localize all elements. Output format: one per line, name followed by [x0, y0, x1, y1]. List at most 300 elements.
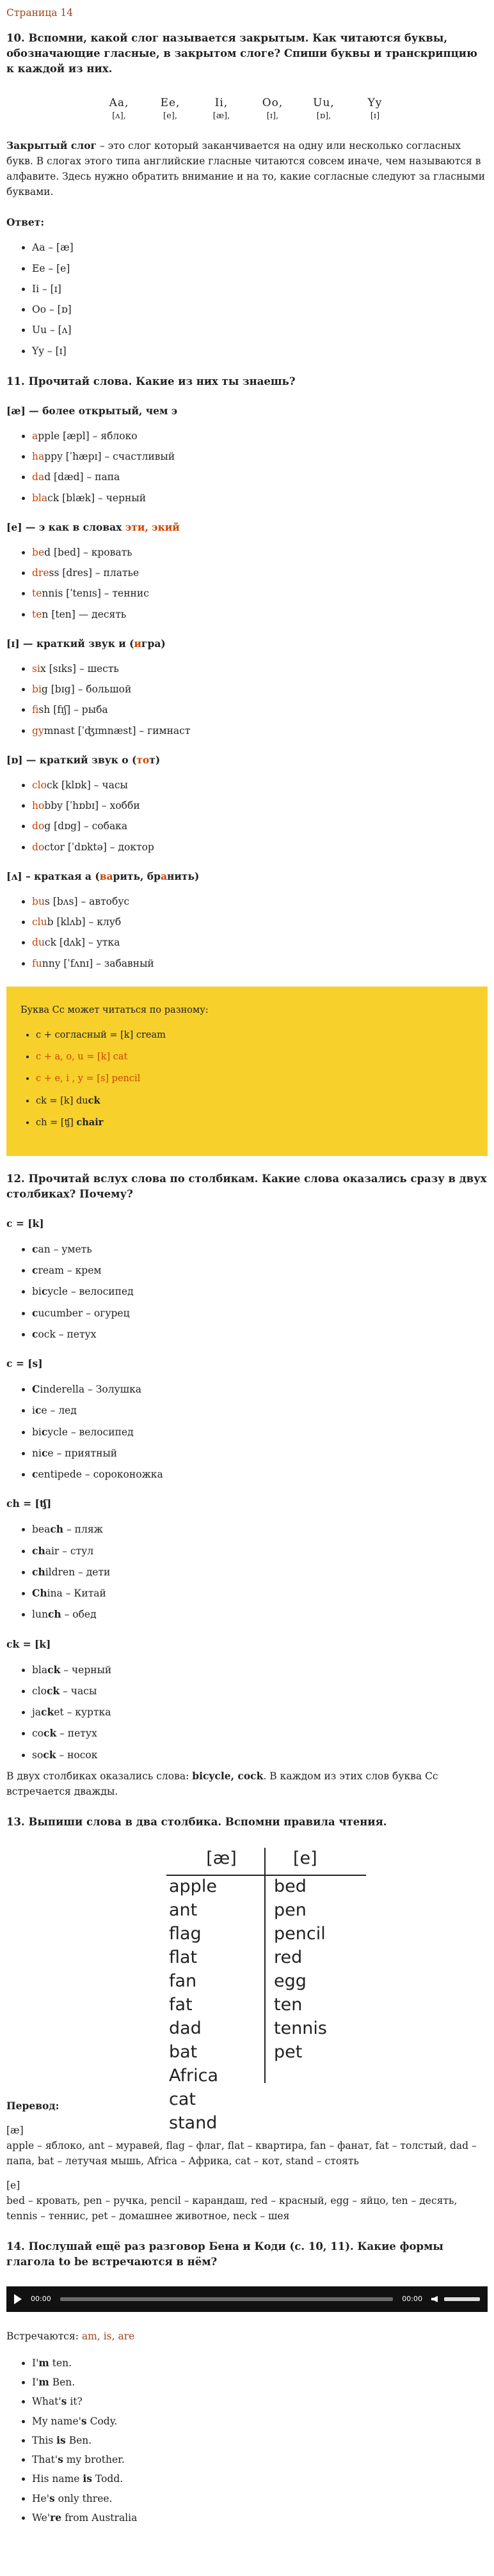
letter-pair: Yy: [367, 96, 383, 109]
word-part: co: [32, 1728, 44, 1740]
line-text: What': [32, 2396, 61, 2408]
word-part: bea: [32, 1524, 51, 1536]
list-item: • Yy – [ɪ]: [32, 344, 488, 359]
heading-highlight: то: [136, 753, 150, 766]
heading-highlight: а: [160, 870, 167, 882]
word-letters: c: [41, 1285, 48, 1298]
list-item: [32, 2491, 488, 2506]
list-item: [32, 470, 488, 485]
word-part: b: [32, 683, 38, 696]
note-rule: [36, 1072, 474, 1086]
word-vowel: a: [38, 471, 45, 483]
line-text: I': [32, 2357, 39, 2369]
word: pet: [274, 2041, 303, 2062]
list-item: [32, 566, 488, 581]
list-item: • Uu – [ʌ]: [32, 323, 488, 338]
word-vowel: e: [43, 567, 49, 579]
audio-progress-slider[interactable]: [60, 2297, 394, 2301]
word-rest: ck [blæk] – черный: [47, 492, 147, 504]
line-text: Ben.: [49, 2377, 76, 2389]
forms-list: am, is, are: [81, 2330, 135, 2342]
word-vowel: a: [38, 451, 45, 463]
word: fat: [169, 1994, 193, 2015]
word: Africa: [169, 2065, 219, 2086]
group-heading: [6, 869, 488, 884]
word-rest: d [dæd] – папа: [44, 471, 120, 483]
note-rule-text: c + a, o, u = [k] cat: [36, 1052, 128, 1063]
word: ten: [274, 1994, 303, 2015]
word-letters: ck: [46, 1684, 60, 1697]
heading-text: [æ] — более открытый, чем э: [6, 404, 178, 417]
list-item: [32, 1467, 488, 1482]
forms-label: Встречаются:: [6, 2330, 82, 2342]
word-rest: g [dɒg] – собака: [44, 820, 128, 832]
word-letters: ck: [47, 1663, 61, 1676]
word: tennis: [274, 2018, 327, 2038]
list-item: [32, 545, 488, 560]
line-text: my brother.: [63, 2454, 125, 2466]
word-rest: ream – крем: [38, 1265, 102, 1277]
letter-col: [145, 95, 196, 123]
word-rest: – часы: [60, 1685, 97, 1697]
list-item: [32, 1726, 488, 1741]
word-vowel: u: [35, 957, 42, 969]
ex12-title: 12. Прочитай вслух слова по столбикам. Какие слова оказались сразу в двух столбиках? Почему?: [6, 1173, 487, 1200]
definition-term: Закрытый слог: [6, 139, 97, 152]
note-title: Буква Cc может читаться по разному:: [20, 1004, 209, 1015]
list-item: [32, 2375, 488, 2390]
word-vowel: a: [32, 430, 38, 442]
letter-col: [298, 95, 349, 123]
letter-col: [93, 95, 145, 123]
list-item: [32, 1327, 488, 1342]
ex14-title: 14. Послушай ещё раз разговор Бена и Коди (с. 10, 11). Какие формы глагола to be встречаются в нём?: [6, 2240, 443, 2268]
word-columns-image: [166, 1846, 366, 2133]
both-words: bicycle, cock: [192, 1769, 264, 1782]
word-rest: e – лед: [41, 1405, 77, 1417]
word-rest: n [ten] — десять: [42, 608, 127, 620]
list-item: [32, 799, 488, 813]
verb-form: s: [58, 2453, 63, 2466]
heading-text: [ʌ] – краткая а (: [6, 870, 100, 882]
list-item: [32, 1565, 488, 1580]
word-rest: ock – петух: [38, 1328, 97, 1340]
letter-pair: Ee,: [160, 96, 180, 109]
verb-form: s: [49, 2492, 55, 2504]
word-part: dr: [32, 567, 44, 579]
line-text: This: [32, 2434, 57, 2446]
list-item: [32, 915, 488, 930]
verb-form: is: [83, 2472, 93, 2485]
list-item: [32, 1747, 488, 1763]
word-rest: ck [dʌk] – утка: [44, 937, 120, 949]
group-heading: c = [k]: [6, 1217, 44, 1229]
list-item: [32, 1446, 488, 1461]
list-item: [32, 1306, 488, 1321]
word-part: s: [32, 662, 37, 675]
ex13-title: 13. Выпиши слова в два столбика. Вспомни правила чтения.: [6, 1816, 387, 1828]
both-text: . В каждом из этих слов буква Cc встречается дважды.: [6, 1770, 438, 1797]
verb-form: m: [38, 2376, 49, 2389]
word: flat: [169, 1947, 198, 1967]
group-heading: [6, 403, 488, 419]
letter-pair: Oo,: [262, 96, 283, 109]
word-vowel: u: [38, 937, 45, 949]
list-item: • Aa – [æ]: [32, 240, 488, 255]
word-part: t: [32, 608, 36, 620]
word-list: [6, 545, 488, 622]
answer-label: Ответ:: [6, 216, 45, 229]
word-rest: – носок: [56, 1749, 98, 1761]
word-rest: bby [ˈhɒbɪ] – хобби: [44, 800, 140, 812]
word-vowel: e: [36, 608, 42, 620]
letter-ipa: [ʌ],: [112, 111, 126, 121]
both-text: В двух столбиках оказались слова:: [6, 1770, 193, 1782]
word-rest: e – приятный: [47, 1447, 118, 1459]
note-rule: [36, 1050, 474, 1065]
word-vowel: o: [38, 800, 45, 812]
word-letters: ck: [44, 1727, 57, 1740]
note-rule-text: c + e, i , y = [s] pencil: [36, 1073, 141, 1084]
heading-text: гра): [141, 637, 166, 650]
word-rest: – пляж: [63, 1524, 103, 1536]
list-item: [32, 1263, 488, 1278]
list-item: [32, 2433, 488, 2448]
word-part: cl: [32, 916, 41, 928]
word-part: f: [32, 704, 39, 716]
group-heading: [6, 753, 488, 768]
word-rest: x [sɪks] – шесть: [40, 662, 119, 675]
line-text: His name: [32, 2473, 83, 2485]
line-text: We': [32, 2511, 51, 2524]
word-part: f: [32, 957, 36, 969]
word-rest: – обед: [61, 1609, 97, 1621]
group-heading: ch = [ʧ]: [6, 1497, 52, 1510]
list-item: [32, 429, 488, 444]
word-rest: nny [ˈfʌnɪ] – забавный: [42, 957, 154, 969]
heading-text: т): [149, 753, 161, 766]
word: egg: [274, 1971, 307, 1991]
word-rest: d [bed] – кровать: [44, 546, 132, 558]
heading-text: [e] — э как в словах: [6, 520, 125, 533]
list-item: [32, 1607, 488, 1622]
word-letters: c: [32, 1468, 38, 1481]
audio-duration: 00:00: [402, 2295, 422, 2304]
list-item: [32, 819, 488, 834]
translation-label: Перевод:: [6, 2099, 60, 2112]
word-letters: Ch: [32, 1587, 47, 1600]
verb-form: m: [38, 2356, 49, 2369]
word-rest: ycle – велосипед: [47, 1426, 134, 1438]
word-letters: ch: [32, 1544, 45, 1557]
word-vowel: i: [36, 662, 40, 675]
line-text: Ben.: [65, 2434, 92, 2446]
play-icon[interactable]: [14, 2294, 22, 2304]
word-rest: pple [æpl] – яблоко: [38, 430, 138, 442]
word-vowel: e: [36, 588, 42, 600]
ex12-both-columns: [6, 1768, 488, 1799]
word-part: bl: [32, 492, 42, 504]
line-text: from Australia: [61, 2511, 138, 2524]
letter-c-note: [6, 987, 488, 1156]
word-part: d: [32, 841, 38, 853]
right-column-head: [e]: [293, 1848, 317, 1868]
heading-text: рить, бр: [113, 870, 161, 882]
list-item: [32, 1382, 488, 1397]
word-rest: b [klʌb] – клуб: [47, 916, 122, 928]
list-item: • Ii – [ɪ]: [32, 282, 488, 297]
list-item: [32, 935, 488, 950]
left-word-column: [166, 1846, 265, 2135]
list-item: [32, 1543, 488, 1559]
letter-pair: Ii,: [214, 96, 228, 109]
line-text: only three.: [54, 2492, 113, 2504]
word-rest: mnast [ˈʤɪmnæst] – гимнаст: [44, 724, 191, 737]
word-part: bi: [32, 1286, 42, 1298]
word-letters: c: [32, 1264, 38, 1277]
list-item: [32, 840, 488, 855]
word-letters: ch: [32, 1565, 45, 1578]
letter-col: [349, 95, 401, 123]
word-part: h: [32, 451, 38, 463]
word: flag: [169, 1923, 202, 1944]
note-rule-text: ck = [k] du: [36, 1095, 88, 1106]
word-rest: entipede – сороконожка: [38, 1469, 163, 1481]
list-item: [32, 2471, 488, 2486]
word-list: [6, 1662, 488, 1763]
word-rest: s [bʌs] – автобус: [44, 895, 130, 907]
word-part: d: [32, 820, 38, 832]
word: stand: [169, 2112, 218, 2133]
dialogue-lines: [6, 2355, 488, 2525]
letter-col: [247, 95, 298, 123]
translation-ae: apple – яблоко, ant – муравей, flag – флаг, flat – квартира, fan – фанат, fat – толстый, dad – папа, bat – летучая мышь, Africa – Африка, cat – кот, stand – стоять: [6, 2139, 477, 2167]
word-vowel: o: [38, 841, 45, 853]
left-column-head: [æ]: [206, 1848, 237, 1868]
list-item: [32, 1425, 488, 1440]
group-heading: c = [s]: [6, 1357, 43, 1370]
definition-text: – это слог который заканчивается на одну или несколько согласных букв. В слогах этого типа английские гласные читаются совсем иначе, чем называются в алфавите. Здесь нужно обратить внимание и на то, какие согласные следуют за гласными буквами.: [6, 140, 486, 198]
word-part: ja: [32, 1706, 42, 1719]
list-item: [32, 1683, 488, 1699]
word-rest: ucumber – огурец: [38, 1307, 130, 1319]
word-letters: ch: [47, 1608, 61, 1621]
word-vowel: u: [38, 895, 45, 907]
word-rest: ss [dres] – платье: [49, 567, 139, 579]
list-item: [32, 1242, 488, 1257]
volume-slider[interactable]: [444, 2297, 480, 2301]
heading-highlight: ва: [99, 870, 113, 882]
word-part: d: [32, 937, 38, 949]
letter-ipa: [æ],: [212, 111, 230, 121]
volume-icon[interactable]: [431, 2296, 438, 2302]
ex12-groups: [6, 1216, 488, 1763]
word-list: [6, 662, 488, 738]
word-list: [6, 778, 488, 855]
heading-text: [ɒ] — краткий звук о (: [6, 753, 137, 766]
line-text: My name': [32, 2415, 81, 2427]
word: pencil: [274, 1923, 326, 1944]
word: bat: [169, 2041, 198, 2062]
ex11-title: 11. Прочитай слова. Какие из них ты знаешь?: [6, 375, 296, 387]
word-vowel: a: [41, 492, 48, 504]
word-letters: c: [32, 1306, 38, 1319]
word-rest: et – куртка: [54, 1706, 111, 1719]
group-heading: ck = [k]: [6, 1637, 51, 1650]
word-rest: ycle – велосипед: [47, 1286, 134, 1298]
note-rule-text: c + согласный = [k] cream: [36, 1030, 166, 1041]
list-item: [32, 1705, 488, 1720]
list-item: • Ee – [e]: [32, 262, 488, 276]
word-part: g: [32, 724, 38, 737]
list-item: [32, 586, 488, 601]
list-item: [32, 2510, 488, 2525]
word: red: [274, 1947, 303, 1967]
word-list: [6, 1382, 488, 1482]
letter-ipa: [ɪ]: [370, 111, 380, 121]
word-part: clo: [32, 1685, 47, 1697]
word: fan: [169, 1971, 197, 1991]
line-text: I': [32, 2377, 39, 2389]
word-rest: ctor [ˈdɒktə] – доктор: [44, 841, 154, 853]
letters-table: [6, 95, 488, 123]
note-rule: [36, 1029, 474, 1043]
word-part: i: [32, 1405, 35, 1417]
note-rule-text: ch = [ʧ]: [36, 1118, 77, 1128]
word-list: [6, 1242, 488, 1342]
word-rest: sh [fɪʃ] – рыба: [38, 704, 108, 716]
word: apple: [169, 1876, 217, 1896]
word-vowel: i: [38, 683, 42, 696]
word-vowel: o: [40, 779, 47, 791]
line-text: Cody.: [86, 2415, 118, 2427]
group-heading: [6, 520, 488, 535]
word-part: b: [32, 895, 38, 907]
list-item: [32, 1403, 488, 1418]
word-list: [6, 1522, 488, 1622]
note-rule-bold: air: [88, 1117, 104, 1128]
word-rest: – петух: [56, 1728, 97, 1740]
word-part: b: [32, 546, 38, 558]
letter-pair: Uu,: [313, 96, 335, 109]
word-part: lun: [32, 1609, 48, 1621]
note-rule: [36, 1094, 474, 1109]
word-part: bla: [32, 1664, 48, 1676]
word: dad: [169, 2018, 202, 2038]
word-rest: ppy [ˈhæpɪ] – счастливый: [44, 451, 175, 463]
heading-text: [ɪ] — краткий звук и (: [6, 637, 134, 650]
word-list: [6, 894, 488, 971]
word-part: t: [32, 588, 36, 600]
word-part: d: [32, 471, 38, 483]
line-text: ten.: [49, 2357, 72, 2369]
word-rest: an – уметь: [38, 1243, 92, 1255]
closed-syllable-definition: [6, 138, 488, 199]
word-rest: ina – Китай: [47, 1588, 106, 1600]
list-item: [32, 703, 488, 717]
note-rule-bold: ch: [76, 1117, 89, 1128]
list-item: [32, 607, 488, 622]
word-part: cl: [32, 779, 41, 791]
list-item: [32, 1522, 488, 1537]
letter-ipa: [e],: [163, 111, 177, 121]
word: pen: [274, 1900, 307, 1920]
word-letters: ck: [41, 1706, 54, 1719]
letter-ipa: [ɒ],: [316, 111, 331, 121]
verb-form: re: [50, 2511, 62, 2524]
ex10-title: 10. Вспомни, какой слог называется закрытым. Как читаются буквы, обозначающие гласные, в закрытом слоге? Спиши буквы и транскрипцию к каждой из них.: [6, 32, 477, 75]
heading-text: нить): [167, 870, 200, 882]
word-letters: c: [41, 1446, 48, 1459]
group-heading: [6, 636, 488, 652]
word-rest: inderella – Золушка: [40, 1384, 142, 1396]
verb-form: s: [81, 2414, 87, 2427]
word-letters: c: [32, 1327, 38, 1340]
line-text: That': [32, 2454, 58, 2466]
note-list: [20, 1029, 474, 1130]
line-text: Todd.: [92, 2473, 124, 2485]
letter-pair: Aa,: [109, 96, 129, 109]
word-part: so: [32, 1749, 44, 1761]
word: bed: [274, 1876, 307, 1896]
audio-current-time: 00:00: [31, 2295, 51, 2304]
list-item: [32, 491, 488, 506]
word-vowel: u: [40, 916, 47, 928]
list-item: [32, 449, 488, 464]
list-item: [32, 1662, 488, 1678]
list-item: [32, 682, 488, 697]
list-item: [32, 1284, 488, 1299]
translation-head-e: [e]: [6, 2179, 20, 2191]
translation-head-ae: [æ]: [6, 2124, 24, 2136]
list-item: [32, 778, 488, 793]
list-item: • Oo – [ɒ]: [32, 302, 488, 317]
list-item: [32, 2394, 488, 2409]
word-letters: c: [41, 1425, 48, 1438]
audio-player: [6, 2286, 488, 2312]
verb-form: is: [56, 2433, 66, 2446]
answer-list: [6, 240, 488, 359]
word-rest: – черный: [60, 1664, 112, 1676]
word-vowel: o: [38, 820, 45, 832]
letter-ipa: [ɪ],: [266, 111, 279, 121]
list-item: [32, 956, 488, 971]
heading-highlight: и: [134, 637, 142, 650]
word-rest: g [bɪg] – большой: [41, 683, 132, 696]
word-letters: c: [32, 1242, 38, 1255]
line-text: He': [32, 2492, 49, 2504]
ex11-groups: [6, 403, 488, 971]
forms-found: [6, 2329, 488, 2344]
list-item: [32, 1586, 488, 1601]
translation-e: bed – кровать, pen – ручка, pencil – карандаш, red – красный, egg – яйцо, ten – десять, tennis – теннис, pet – домашнее животное, neck – шея: [6, 2195, 458, 2222]
word: ant: [169, 1900, 198, 1920]
heading-highlight: эти, экий: [125, 520, 180, 533]
list-item: [32, 2452, 488, 2467]
word-rest: air – стул: [45, 1545, 94, 1557]
list-item: [32, 2414, 488, 2429]
word-part: bi: [32, 1426, 42, 1438]
word: cat: [169, 2089, 196, 2109]
word-vowel: e: [38, 546, 45, 558]
word-vowel: y: [38, 724, 44, 737]
list-item: [32, 662, 488, 676]
word-rest: nnis [ˈtenɪs] – теннис: [42, 588, 149, 600]
word-letters: ch: [50, 1523, 64, 1536]
word-letters: ck: [43, 1748, 56, 1761]
list-item: [32, 2355, 488, 2371]
right-word-column: [274, 1846, 363, 2064]
